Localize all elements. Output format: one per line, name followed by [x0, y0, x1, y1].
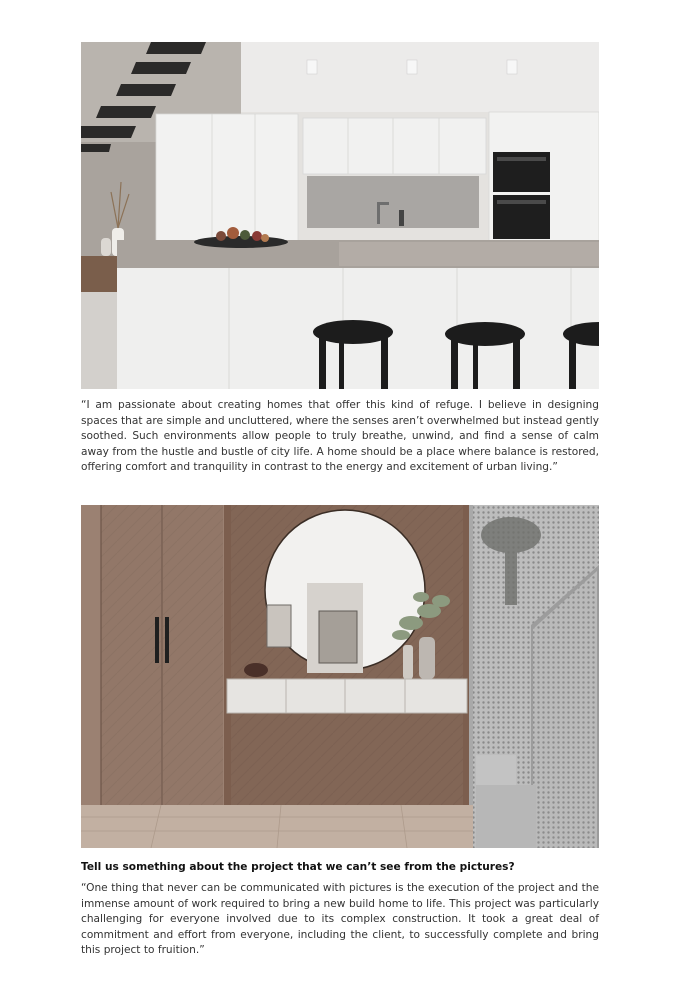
kitchen-photo — [81, 42, 599, 389]
hallway-photo — [81, 505, 599, 848]
quote-paragraph-1: “I am passionate about creating homes that offer this kind of refuge. I believe in designing spaces that are simple and uncluttered, where the senses aren’t overwhelmed but instead gently soothed. Such environments allow people to truly breathe, unwind, and find a sense of calm away from the hustle and bustle of city life. A home should be a place where balance is restored, offering comfort and tranquility in contrast to the energy and excitement of urban living.” — [81, 399, 599, 474]
interview-question: Tell us something about the project that we can’t see from the pictures? — [81, 861, 515, 873]
quote-paragraph-2: “One thing that never can be communicated with pictures is the execution of the project and the immense amount of work required to bring a new build home to life. This project was particularly challenging for everyone involved due to its complex construction. It took a great deal of commitment and effort from everyone, including the client, to successfully complete and bring this project to fruition.” — [81, 882, 599, 957]
